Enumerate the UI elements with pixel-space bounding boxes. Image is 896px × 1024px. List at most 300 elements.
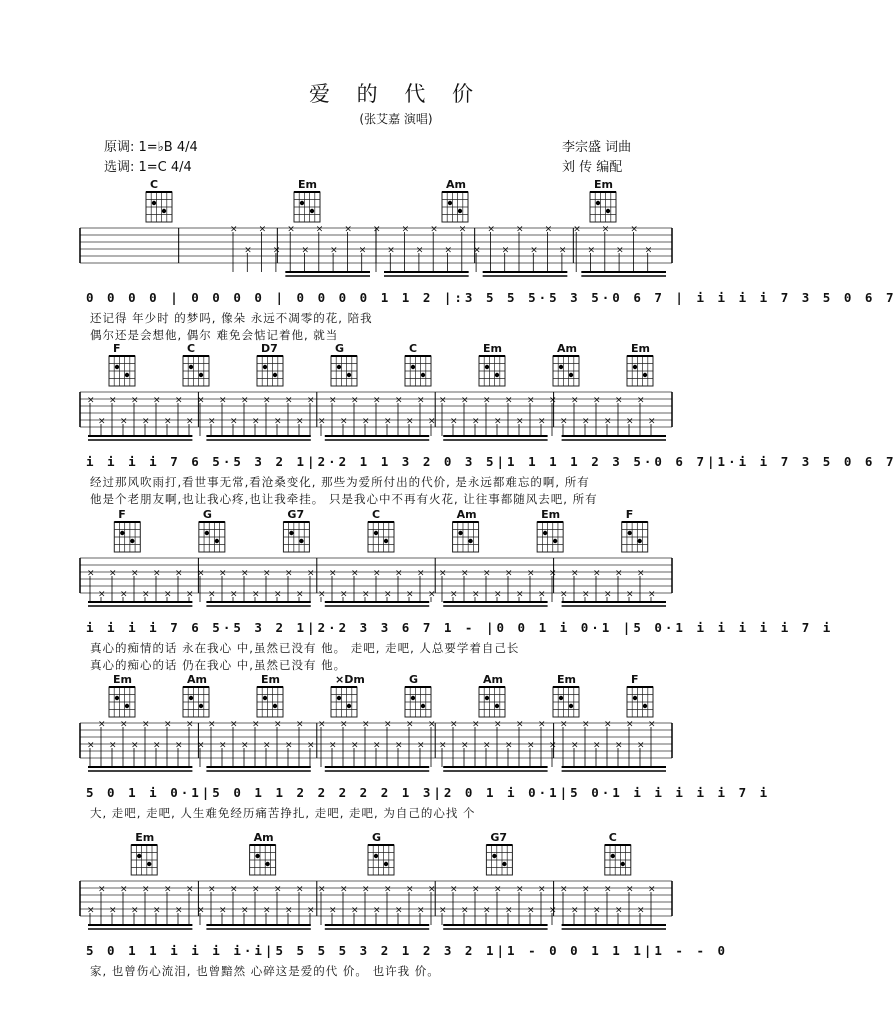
tab-note: × — [571, 905, 579, 916]
chord-name: Am — [557, 342, 577, 355]
finger-dot — [559, 696, 563, 700]
tab-note: × — [186, 416, 194, 427]
tab-note: × — [340, 719, 348, 730]
tab-note: × — [318, 589, 326, 600]
finger-dot — [384, 539, 388, 543]
tab-note: × — [439, 905, 447, 916]
finger-dot — [337, 696, 341, 700]
chord-name: F — [625, 508, 634, 521]
tab-note: × — [296, 589, 304, 600]
tab-note: × — [450, 589, 458, 600]
tab-note: × — [153, 905, 161, 916]
tab-note: × — [538, 416, 546, 427]
finger-dot — [147, 862, 151, 866]
tab-note: × — [428, 884, 436, 895]
finger-dot — [215, 539, 219, 543]
finger-dot — [125, 373, 129, 377]
finger-dot — [263, 365, 267, 369]
finger-dot — [559, 365, 563, 369]
finger-dot — [495, 373, 499, 377]
tab-note: × — [330, 245, 338, 256]
lyric-line: 还记得 年少时 的梦吗, 像朵 永远不凋零的花, 陪我 — [90, 311, 373, 325]
tab-note: × — [142, 589, 150, 600]
finger-dot — [115, 696, 119, 700]
song-title: 爱 的 代 价 — [308, 82, 484, 106]
finger-dot — [374, 854, 378, 858]
finger-dot — [468, 539, 472, 543]
tab-note: × — [340, 589, 348, 600]
lyric-line: 经过那风吹雨打,看世事无常,看沧桑变化, 那些为爱所付出的代价, 是永远都难忘的啊, 所有 — [90, 475, 590, 489]
chord-name: Am — [456, 508, 477, 521]
lyric-line: 大, 走吧, 走吧, 人生难免经历痛苦挣扎, 走吧, 走吧, 为自己的心找 个 — [90, 806, 476, 820]
tab-note: × — [329, 568, 337, 579]
chosen-key: 选调: 1=C 4/4 — [104, 160, 192, 175]
chord-name: Em — [594, 178, 613, 191]
tab-note: × — [329, 740, 337, 751]
tab-note: × — [593, 905, 601, 916]
tab-note: × — [538, 589, 546, 600]
tab-note: × — [197, 905, 205, 916]
tab-note: × — [153, 395, 161, 406]
finger-dot — [492, 854, 496, 858]
finger-dot — [384, 862, 388, 866]
chord-name: Em — [298, 178, 317, 191]
tab-note: × — [120, 416, 128, 427]
tab-note: × — [373, 224, 381, 235]
chord-name: C — [372, 508, 381, 521]
tab-note: × — [384, 416, 392, 427]
tab-note: × — [142, 719, 150, 730]
finger-dot — [553, 539, 557, 543]
tab-note: × — [604, 589, 612, 600]
tab-note: × — [527, 740, 535, 751]
tab-note: × — [571, 568, 579, 579]
chord-name: F — [113, 342, 121, 355]
tab-note: × — [549, 395, 557, 406]
tab-note: × — [439, 395, 447, 406]
tab-note: × — [230, 884, 238, 895]
tab-note: × — [494, 416, 502, 427]
tab-note: × — [637, 740, 645, 751]
tab-note: × — [258, 224, 267, 235]
tab-note: × — [450, 884, 458, 895]
tab-note: × — [373, 395, 381, 406]
tab-note: × — [175, 395, 183, 406]
tab-note: × — [351, 395, 359, 406]
finger-dot — [611, 854, 615, 858]
chord-name: F — [631, 673, 639, 686]
tab-note: × — [315, 224, 324, 235]
tab-note: × — [505, 905, 513, 916]
tab-note: × — [329, 905, 337, 916]
lyric-line: 他是个老朋友啊,也让我心疼,也让我牵挂。 只是我心中不再有火花, 让往事都随风去吧, 所有 — [90, 492, 598, 506]
tab-note: × — [175, 740, 183, 751]
tab-note: × — [362, 884, 370, 895]
tab-note: × — [296, 719, 304, 730]
finger-dot — [543, 531, 547, 535]
tab-note: × — [164, 416, 172, 427]
tab-note: × — [395, 395, 403, 406]
tab-note: × — [626, 589, 634, 600]
tab-note: × — [473, 245, 481, 256]
tab-note: × — [616, 245, 624, 256]
tab-note: × — [98, 884, 106, 895]
tab-note: × — [626, 884, 634, 895]
tab-note: × — [571, 740, 579, 751]
tab-note: × — [241, 905, 249, 916]
finger-dot — [263, 696, 267, 700]
tab-note: × — [450, 719, 458, 730]
tab-note: × — [483, 395, 491, 406]
finger-dot — [458, 531, 462, 535]
tab-note: × — [494, 719, 502, 730]
jianpu-notation: i i i i 7 6 5·5 3 2 1|2·2 3 3 6 7 1 - |0 0 1 i 0·1 |5 0·1 i i i i i 7 i — [86, 620, 834, 635]
tab-note: × — [252, 884, 260, 895]
jianpu-notation: i i i i 7 6 5·5 3 2 1|2·2 1 1 3 2 0 3 5|1 1 1 1 2 3 5·0 6 7|1·i i 7 3 5 0 6 7 — [86, 454, 896, 469]
finger-dot — [633, 365, 637, 369]
tab-note: × — [560, 719, 568, 730]
tab-note: × — [527, 568, 535, 579]
tab-note: × — [505, 568, 513, 579]
tab-note: × — [120, 884, 128, 895]
tab-note: × — [307, 905, 315, 916]
tab-note: × — [285, 568, 293, 579]
tab-note: × — [593, 568, 601, 579]
tab-note: × — [604, 884, 612, 895]
tab-note: × — [648, 719, 656, 730]
tab-note: × — [153, 568, 161, 579]
tab-note: × — [263, 905, 271, 916]
tab-note: × — [344, 224, 352, 235]
tab-note: × — [318, 416, 326, 427]
tab-note: × — [461, 740, 469, 751]
tab-note: × — [644, 245, 653, 256]
tab-note: × — [287, 224, 295, 235]
chord-name: G — [335, 342, 345, 355]
tab-note: × — [505, 395, 513, 406]
tab-note: × — [428, 416, 436, 427]
tab-note: × — [395, 740, 403, 751]
tab-note: × — [175, 905, 183, 916]
tab-note: × — [549, 568, 557, 579]
chord-name: Am — [483, 673, 503, 686]
tab-note: × — [461, 568, 469, 579]
tab-note: × — [252, 719, 260, 730]
tab-note: × — [516, 416, 524, 427]
jianpu-notation: 5 0 1 1 i i i i·i|5 5 5 5 3 2 1 2 3 2 1|1 - 0 0 1 1 1|1 - - 0 — [86, 943, 729, 958]
tab-note: × — [516, 224, 524, 235]
tab-note: × — [186, 719, 194, 730]
finger-dot — [621, 862, 625, 866]
tab-note: × — [637, 568, 645, 579]
tab-note: × — [483, 568, 491, 579]
tab-note: × — [648, 416, 656, 427]
tab-note: × — [98, 589, 106, 600]
tab-note: × — [560, 589, 568, 600]
tab-note: × — [516, 884, 524, 895]
tab-note: × — [648, 884, 656, 895]
finger-dot — [137, 854, 141, 858]
tab-note: × — [501, 245, 510, 256]
tab-note: × — [230, 719, 238, 730]
tab-note: × — [604, 719, 612, 730]
tab-note: × — [406, 719, 414, 730]
finger-dot — [162, 209, 166, 213]
finger-dot — [205, 531, 209, 535]
finger-dot — [569, 704, 573, 708]
arranger-credit: 刘 传 编配 — [562, 160, 623, 175]
finger-dot — [289, 531, 293, 535]
finger-dot — [638, 539, 642, 543]
tab-note: × — [285, 740, 293, 751]
tab-note: × — [494, 589, 502, 600]
tab-note: × — [415, 245, 424, 256]
tab-note: × — [164, 589, 172, 600]
tab-note: × — [296, 884, 304, 895]
tab-note: × — [329, 395, 337, 406]
tab-note: × — [241, 568, 249, 579]
tab-note: × — [120, 589, 128, 600]
chord-name: F — [118, 508, 126, 521]
tab-note: × — [230, 589, 238, 600]
tab-note: × — [582, 589, 590, 600]
tab-note: × — [615, 568, 623, 579]
tab-note: × — [142, 416, 150, 427]
tab-note: × — [384, 884, 392, 895]
chord-name: G — [409, 673, 419, 686]
chord-name: ×Dm — [335, 673, 365, 686]
finger-dot — [502, 862, 506, 866]
tab-note: × — [230, 416, 238, 427]
tab-note: × — [615, 740, 623, 751]
tab-note: × — [571, 395, 579, 406]
tab-note: × — [131, 905, 139, 916]
tab-note: × — [430, 224, 438, 235]
tab-note: × — [109, 395, 117, 406]
tab-note: × — [362, 416, 370, 427]
tab-note: × — [263, 395, 271, 406]
tab-note: × — [387, 245, 395, 256]
finger-dot — [255, 854, 259, 858]
tab-note: × — [340, 416, 348, 427]
lyricist-credit: 李宗盛 词曲 — [562, 140, 632, 155]
tab-note: × — [549, 905, 557, 916]
tab-note: × — [373, 568, 381, 579]
tab-note: × — [406, 884, 414, 895]
tab-note: × — [439, 740, 447, 751]
tab-note: × — [351, 905, 359, 916]
tab-note: × — [444, 245, 453, 256]
finger-dot — [448, 201, 452, 205]
jianpu-notation: 0 0 0 0 | 0 0 0 0 | 0 0 0 0 1 1 2 |:3 5 5 5·5 3 5·0 6 7 | i i i i 7 3 5 0 6 7 — [86, 290, 896, 305]
tab-note: × — [274, 416, 282, 427]
tab-note: × — [219, 568, 227, 579]
tab-note: × — [340, 884, 348, 895]
tab-note: × — [307, 740, 315, 751]
tab-note: × — [593, 740, 601, 751]
tab-note: × — [120, 719, 128, 730]
tab-note: × — [461, 905, 469, 916]
jianpu-notation: 5 0 1 i 0·1|5 0 1 1 2 2 2 2 2 1 3|2 0 1 i 0·1|5 0·1 i i i i i 7 i — [86, 785, 771, 800]
tab-note: × — [516, 719, 524, 730]
tab-note: × — [582, 416, 590, 427]
tab-note: × — [109, 568, 117, 579]
tab-note: × — [395, 568, 403, 579]
tab-note: × — [450, 416, 458, 427]
tab-note: × — [494, 884, 502, 895]
tab-note: × — [417, 395, 425, 406]
tab-note: × — [164, 719, 172, 730]
tab-note: × — [98, 719, 106, 730]
chord-name: Em — [483, 342, 502, 355]
tab-note: × — [197, 568, 205, 579]
tab-note: × — [615, 905, 623, 916]
tab-note: × — [601, 224, 610, 235]
tab-note: × — [274, 589, 282, 600]
tab-note: × — [274, 884, 282, 895]
finger-dot — [337, 365, 341, 369]
tab-note: × — [208, 719, 216, 730]
finger-dot — [633, 696, 637, 700]
tab-note: × — [428, 589, 436, 600]
tab-note: × — [142, 884, 150, 895]
tab-note: × — [87, 905, 95, 916]
tab-note: × — [373, 905, 381, 916]
tab-note: × — [109, 740, 117, 751]
finger-dot — [273, 373, 277, 377]
tab-note: × — [538, 719, 546, 730]
tab-note: × — [384, 719, 392, 730]
finger-dot — [125, 704, 129, 708]
tab-note: × — [472, 589, 480, 600]
tab-note: × — [461, 395, 469, 406]
tab-note: × — [626, 416, 634, 427]
tab-note: × — [301, 245, 310, 256]
tab-note: × — [458, 224, 467, 235]
tab-note: × — [582, 719, 590, 730]
tab-note: × — [186, 884, 194, 895]
tab-note: × — [582, 884, 590, 895]
original-key: 原调: 1=♭B 4/4 — [104, 140, 198, 155]
lyric-line: 偶尔还是会想他, 偶尔 难免会惦记着他, 就当 — [90, 328, 339, 342]
tab-note: × — [219, 740, 227, 751]
tab-note: × — [560, 416, 568, 427]
tab-note: × — [395, 905, 403, 916]
finger-dot — [421, 704, 425, 708]
finger-dot — [495, 704, 499, 708]
chord-name: G — [202, 508, 212, 521]
tab-note: × — [296, 416, 304, 427]
tab-note: × — [197, 395, 205, 406]
chord-name: Em — [113, 673, 132, 686]
tab-note: × — [109, 905, 117, 916]
tab-note: × — [505, 740, 513, 751]
finger-dot — [411, 696, 415, 700]
finger-dot — [152, 201, 156, 205]
finger-dot — [485, 365, 489, 369]
tab-note: × — [637, 905, 645, 916]
finger-dot — [300, 201, 304, 205]
tab-note: × — [362, 589, 370, 600]
tab-note: × — [131, 568, 139, 579]
tab-note: × — [401, 224, 410, 235]
tab-note: × — [362, 719, 370, 730]
tab-note: × — [241, 395, 249, 406]
chord-name: C — [608, 831, 617, 844]
tab-note: × — [263, 740, 271, 751]
chord-name: G — [372, 831, 382, 844]
tab-note: × — [241, 740, 249, 751]
finger-dot — [199, 373, 203, 377]
tab-note: × — [527, 395, 535, 406]
tab-note: × — [560, 884, 568, 895]
tab-note: × — [219, 395, 227, 406]
finger-dot — [374, 531, 378, 535]
finger-dot — [199, 704, 203, 708]
finger-dot — [421, 373, 425, 377]
tab-note: × — [483, 905, 491, 916]
finger-dot — [130, 539, 134, 543]
finger-dot — [569, 373, 573, 377]
tab-note: × — [318, 884, 326, 895]
tab-note: × — [406, 416, 414, 427]
finger-dot — [273, 704, 277, 708]
tab-note: × — [252, 416, 260, 427]
tab-note: × — [549, 740, 557, 751]
tab-note: × — [604, 416, 612, 427]
tab-note: × — [384, 589, 392, 600]
tab-note: × — [373, 740, 381, 751]
tab-note: × — [573, 224, 581, 235]
tab-note: × — [87, 740, 95, 751]
tab-note: × — [544, 224, 553, 235]
tab-note: × — [483, 740, 491, 751]
tab-note: × — [230, 224, 238, 235]
tab-note: × — [197, 740, 205, 751]
tab-note: × — [87, 395, 95, 406]
tab-note: × — [252, 589, 260, 600]
tab-note: × — [318, 719, 326, 730]
finger-dot — [485, 696, 489, 700]
tab-note: × — [428, 719, 436, 730]
tab-note: × — [208, 884, 216, 895]
finger-dot — [299, 539, 303, 543]
performer-credit: (张艾嘉 演唱) — [359, 112, 433, 126]
chord-name: G7 — [287, 508, 305, 521]
tab-note: × — [272, 245, 281, 256]
tab-note: × — [351, 568, 359, 579]
chord-name: Em — [631, 342, 650, 355]
tab-note: × — [637, 395, 645, 406]
tab-note: × — [487, 224, 495, 235]
chord-name: Am — [446, 178, 466, 191]
tab-note: × — [615, 395, 623, 406]
finger-dot — [411, 365, 415, 369]
chord-name: Em — [541, 508, 561, 521]
tab-note: × — [244, 245, 252, 256]
tab-note: × — [175, 568, 183, 579]
finger-dot — [115, 365, 119, 369]
chord-name: Am — [187, 673, 207, 686]
tab-note: × — [587, 245, 596, 256]
finger-dot — [189, 365, 193, 369]
tab-note: × — [307, 395, 315, 406]
tab-note: × — [406, 589, 414, 600]
tab-note: × — [558, 245, 567, 256]
tab-note: × — [538, 884, 546, 895]
tab-note: × — [164, 884, 172, 895]
finger-dot — [606, 209, 610, 213]
